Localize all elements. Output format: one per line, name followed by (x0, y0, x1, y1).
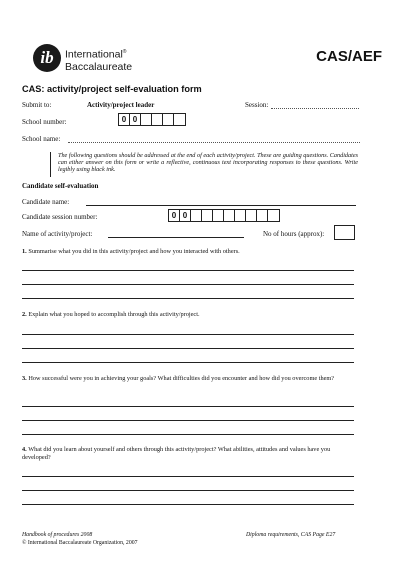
session-number-digit[interactable] (213, 210, 224, 221)
footer-page: Diploma requirements, CAS Page E27 (246, 532, 336, 538)
answer-line[interactable] (22, 298, 354, 299)
answer-line[interactable] (22, 270, 354, 271)
question-text: How successful were you in achieving your goals? What difficulties did you encounter and how did you overcome them? (28, 375, 335, 382)
form-title: CAS: activity/project self-evaluation form (22, 84, 202, 94)
question-3 (22, 375, 356, 383)
session-number-digit[interactable] (268, 210, 279, 221)
activity-name-label: Name of activity/project: (22, 230, 93, 238)
school-number-digit[interactable]: 0 (130, 114, 141, 125)
instructions-text: The following questions should be addressed at the end of each activity/project. These are guiding questions. Candidates can either answer on this form or write a reflective, continuous text incorporating responses to these questions. Write legibly using black ink. (58, 152, 358, 173)
question-number: 1. (22, 248, 27, 255)
hours-field[interactable] (334, 225, 355, 240)
ib-logo-letters: ib (40, 48, 54, 67)
registered-mark: ® (122, 49, 127, 55)
school-number-digit[interactable]: 0 (119, 114, 130, 125)
school-number-digit[interactable] (141, 114, 152, 125)
submit-to-label: Submit to: (22, 101, 52, 109)
session-field[interactable] (271, 108, 359, 109)
section-heading: Candidate self-evaluation (22, 182, 99, 190)
question-number: 2. (22, 311, 27, 318)
school-name-field[interactable] (68, 142, 360, 143)
form-code: CAS/AEF (316, 48, 382, 65)
answer-line[interactable] (22, 362, 354, 363)
candidate-session-number-boxes[interactable] (168, 209, 280, 222)
school-number-boxes[interactable] (118, 113, 186, 126)
question-1 (22, 248, 342, 256)
org-line-2: Baccalaureate (65, 60, 133, 73)
answer-line[interactable] (22, 490, 354, 491)
submit-to-value: Activity/project leader (87, 101, 155, 109)
session-number-digit[interactable]: 0 (180, 210, 191, 221)
instructions-bar (50, 152, 51, 177)
answer-line[interactable] (22, 434, 354, 435)
answer-line[interactable] (22, 476, 354, 477)
session-number-digit[interactable] (235, 210, 246, 221)
candidate-name-label: Candidate name: (22, 198, 70, 206)
activity-name-field[interactable] (108, 237, 244, 238)
school-number-digit[interactable] (174, 114, 185, 125)
session-label: Session: (245, 101, 269, 109)
organisation-name (65, 46, 175, 73)
school-number-digit[interactable] (152, 114, 163, 125)
hours-label: No of hours (approx): (263, 230, 325, 238)
question-number: 4. (22, 446, 27, 453)
answer-line[interactable] (22, 334, 354, 335)
answer-line[interactable] (22, 504, 354, 505)
question-text: What did you learn about yourself and others through this activity/project? What abilities, attitudes and values have you developed? (22, 446, 331, 461)
session-number-digit[interactable] (224, 210, 235, 221)
session-number-digit[interactable] (246, 210, 257, 221)
answer-line[interactable] (22, 348, 354, 349)
answer-line[interactable] (22, 284, 354, 285)
school-name-label: School name: (22, 135, 61, 143)
footer-handbook: Handbook of procedures 2008 (22, 532, 93, 538)
question-4 (22, 446, 356, 462)
footer-copyright: © International Baccalaureate Organization, 2007 (22, 540, 138, 546)
school-number-label: School number: (22, 118, 67, 126)
answer-line[interactable] (22, 406, 354, 407)
session-number-digit[interactable]: 0 (169, 210, 180, 221)
candidate-session-number-label: Candidate session number: (22, 213, 98, 221)
question-number: 3. (22, 375, 27, 382)
answer-line[interactable] (22, 420, 354, 421)
question-text: Summarise what you did in this activity/project and how you interacted with others. (28, 248, 240, 255)
session-number-digit[interactable] (257, 210, 268, 221)
candidate-name-field[interactable] (86, 205, 356, 206)
session-number-digit[interactable] (202, 210, 213, 221)
question-text: Explain what you hoped to accomplish through this activity/project. (28, 311, 200, 318)
question-2 (22, 311, 342, 319)
school-number-digit[interactable] (163, 114, 174, 125)
org-line-1: International (65, 48, 123, 61)
session-number-digit[interactable] (191, 210, 202, 221)
